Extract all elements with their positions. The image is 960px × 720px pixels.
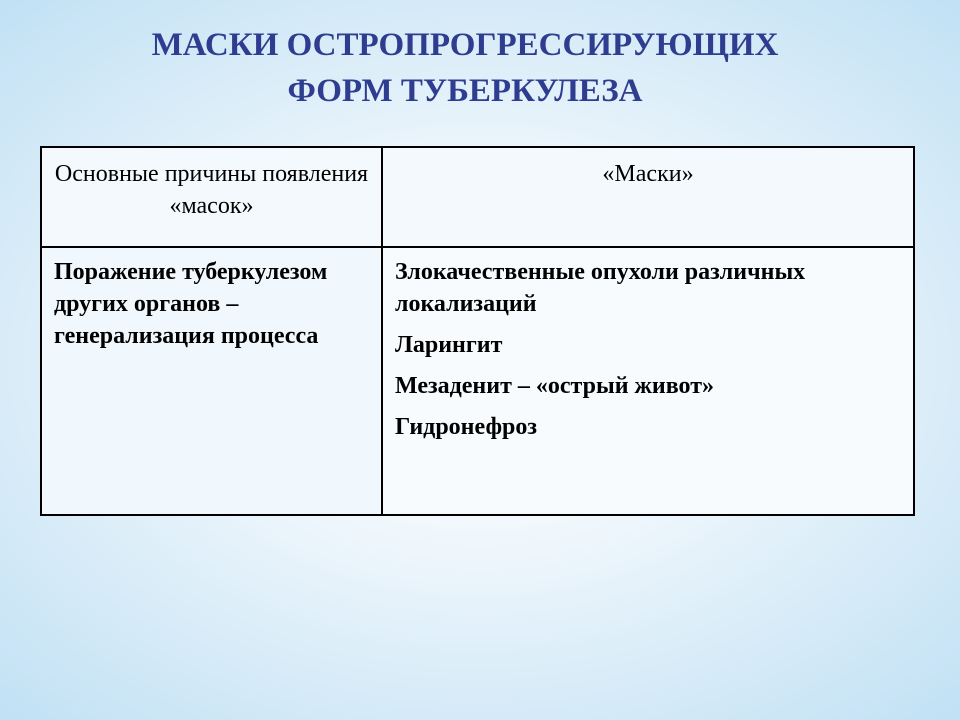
cause-cell: Поражение туберкулезом других органов – генерализация процесса xyxy=(41,247,382,515)
mask-item: Гидронефроз xyxy=(395,414,538,440)
header-masks: «Маски» xyxy=(382,147,914,247)
masks-cell xyxy=(382,247,914,515)
mask-item: Мезаденит – «острый живот» xyxy=(395,373,715,399)
table-header-row xyxy=(41,147,914,247)
table-row xyxy=(41,247,914,515)
mask-item: Злокачественные опухоли различных локализаций xyxy=(395,259,806,317)
slide-title-line-1: МАСКИ ОСТРОПРОГРЕССИРУЮЩИХ xyxy=(151,27,779,63)
masks-table xyxy=(40,146,915,516)
slide-title-line-2: ФОРМ ТУБЕРКУЛЕЗА xyxy=(287,73,643,109)
mask-item: Ларингит xyxy=(395,332,503,358)
slide-title xyxy=(0,22,930,114)
header-causes: Основные причины появления «масок» xyxy=(41,147,382,247)
